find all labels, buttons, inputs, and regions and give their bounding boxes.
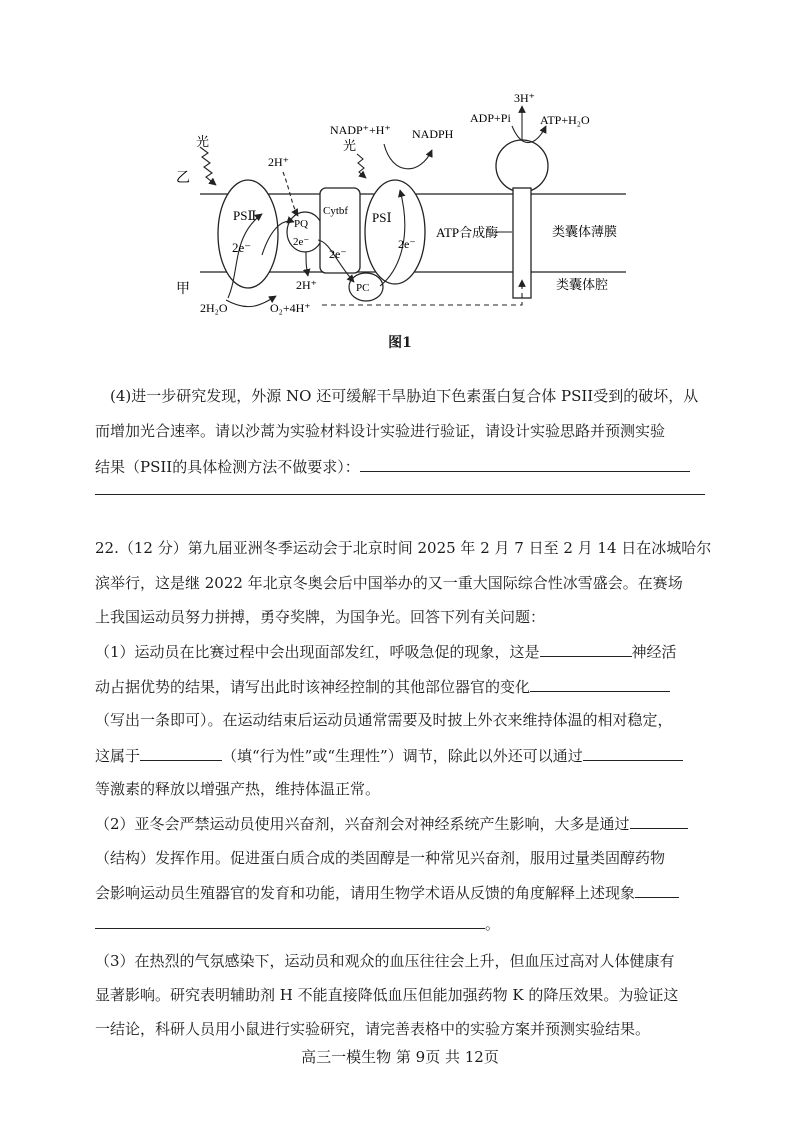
- q22-p2-line2: （结构）发挥作用。促进蛋白质合成的类固醇是一种常见兴奋剂，服用过量类固醇药物: [95, 849, 666, 867]
- answer-blank[interactable]: [583, 745, 683, 761]
- q22-p3-line1: （3）在热烈的气氛感染下，运动员和观众的血压往往会上升，但血压过高对人体健康有: [95, 952, 675, 970]
- text-span: （填“行为性”或“生理性”）调节，除此以外还可以通过: [222, 747, 583, 765]
- water-label: 2H₂O: [200, 301, 228, 315]
- side-top-label: 乙: [176, 171, 190, 186]
- water-arrow: [226, 296, 276, 307]
- ps1-label: PSⅠ: [372, 210, 392, 225]
- q22-p3-line2: 显著影响。研究表明辅助剂 H 不能直接降低血压但能加强药物 K 的降压效果。为验证这: [95, 986, 679, 1004]
- pc-label: PC: [356, 282, 370, 294]
- atp-label: ATP+H₂O: [540, 113, 590, 127]
- oxygen-label: O₂+4H⁺: [270, 301, 311, 315]
- q22-line2: 滨举行，这是继 2022 年北京冬奥会后中国举办的又一重大国际综合性冰雪盛会。在赛场: [95, 574, 683, 592]
- answer-blank[interactable]: [540, 641, 632, 657]
- nadp-label: NADP⁺+H⁺: [330, 123, 391, 137]
- text-span: 会影响运动员生殖器官的发育和功能，请用生物学术语从反馈的角度解释上述现象: [95, 884, 636, 902]
- pq-label: PQ: [294, 218, 309, 230]
- q22-p1-line3: （写出一条即可）。在运动结束后运动员通常需要及时披上外衣来维持体温的相对稳定，: [95, 711, 673, 729]
- text-span: 。: [485, 915, 501, 933]
- nadph-label: NADPH: [412, 127, 454, 141]
- figure-caption: 图1: [388, 335, 412, 351]
- cytbf-label: Cytbf: [323, 205, 349, 217]
- answer-blank[interactable]: [630, 813, 688, 829]
- ps2-label: PSⅡ: [233, 208, 257, 223]
- q22-p2-line3: [95, 882, 679, 903]
- light-arrow-ps1: [357, 154, 366, 178]
- ps2-complex: [218, 180, 278, 288]
- q22-line1: 22.（12 分）第九届亚洲冬季运动会于北京时间 2025 年 2 月 7 日至 2 月 14 日在冰城哈尔: [95, 539, 712, 557]
- page-footer: 高三一模生物 第 9页 共 12页: [301, 1048, 499, 1066]
- text-span: 神经活: [631, 643, 677, 661]
- q4-line3: [95, 456, 690, 477]
- text-span: 这属于: [95, 747, 141, 765]
- answer-blank[interactable]: [635, 882, 679, 898]
- side-bottom-label: 甲: [176, 282, 190, 297]
- q4-line2: 而增加光合速率。请以沙蒿为实验材料设计实验进行验证，请设计实验思路并预测实验: [95, 422, 666, 440]
- q22-p1-line4: [95, 745, 683, 766]
- answer-blank[interactable]: [140, 745, 222, 761]
- answer-blank[interactable]: [360, 456, 690, 472]
- answer-line[interactable]: [95, 494, 705, 495]
- light-label-2: 光: [343, 138, 357, 153]
- membrane-label: 类囊体薄膜: [552, 224, 618, 239]
- q4-line3-text: 结果（PSII的具体检测方法不做要求）：: [95, 458, 360, 476]
- lumen-label: 类囊体腔: [556, 277, 609, 292]
- q22-p2-line4: [95, 913, 500, 934]
- e-ps1: 2e⁻: [398, 237, 416, 251]
- q22-line3: 上我国运动员努力拼搏，勇夺奖牌，为国争光。回答下列有关问题：: [95, 608, 546, 626]
- q4-line1: (4)进一步研究发现，外源 NO 还可缓解干旱胁迫下色素蛋白复合体 PSII受到的破坏，从: [110, 387, 699, 405]
- light-arrow-ps2: [200, 147, 216, 185]
- e-pq: 2e⁻: [293, 236, 310, 248]
- e-ps2: 2e⁻: [232, 240, 252, 255]
- text-span: （2）亚冬会严禁运动员使用兴奋剂，兴奋剂会对神经系统产生影响，大多是通过: [95, 815, 630, 833]
- atp-synthase: [496, 140, 548, 298]
- light-label-1: 光: [196, 134, 210, 149]
- answer-blank[interactable]: [530, 676, 670, 692]
- q22-p1-line2: [95, 676, 670, 697]
- q22-p1-line1: [95, 641, 677, 662]
- text-span: 动占据优势的结果，请写出此时该神经控制的其他部位器官的变化: [95, 678, 531, 696]
- answer-blank[interactable]: [95, 913, 485, 929]
- nadp-arrow: [384, 144, 432, 169]
- q22-p3-line3: 一结论，科研人员用小鼠进行实验研究，请完善表格中的实验方案并预测实验结果。: [95, 1020, 651, 1038]
- h3-label: 3H⁺: [514, 91, 535, 105]
- text-span: （1）运动员在比赛过程中会出现面部发红，呼吸急促的现象，这是: [95, 643, 540, 661]
- e-cyt: 2e⁻: [329, 247, 347, 261]
- adp-label: ADP+Pi: [470, 111, 511, 125]
- q22-p1-line5: 等激素的释放以增强产热，维持体温正常。: [95, 780, 381, 798]
- h-top-label: 2H⁺: [268, 155, 289, 169]
- h-bottom-label: 2H⁺: [296, 278, 317, 292]
- photosynthesis-diagram: [0, 0, 800, 330]
- atp-synthase-label: ATP合成酶: [436, 225, 499, 240]
- q22-p2-line1: [95, 813, 688, 834]
